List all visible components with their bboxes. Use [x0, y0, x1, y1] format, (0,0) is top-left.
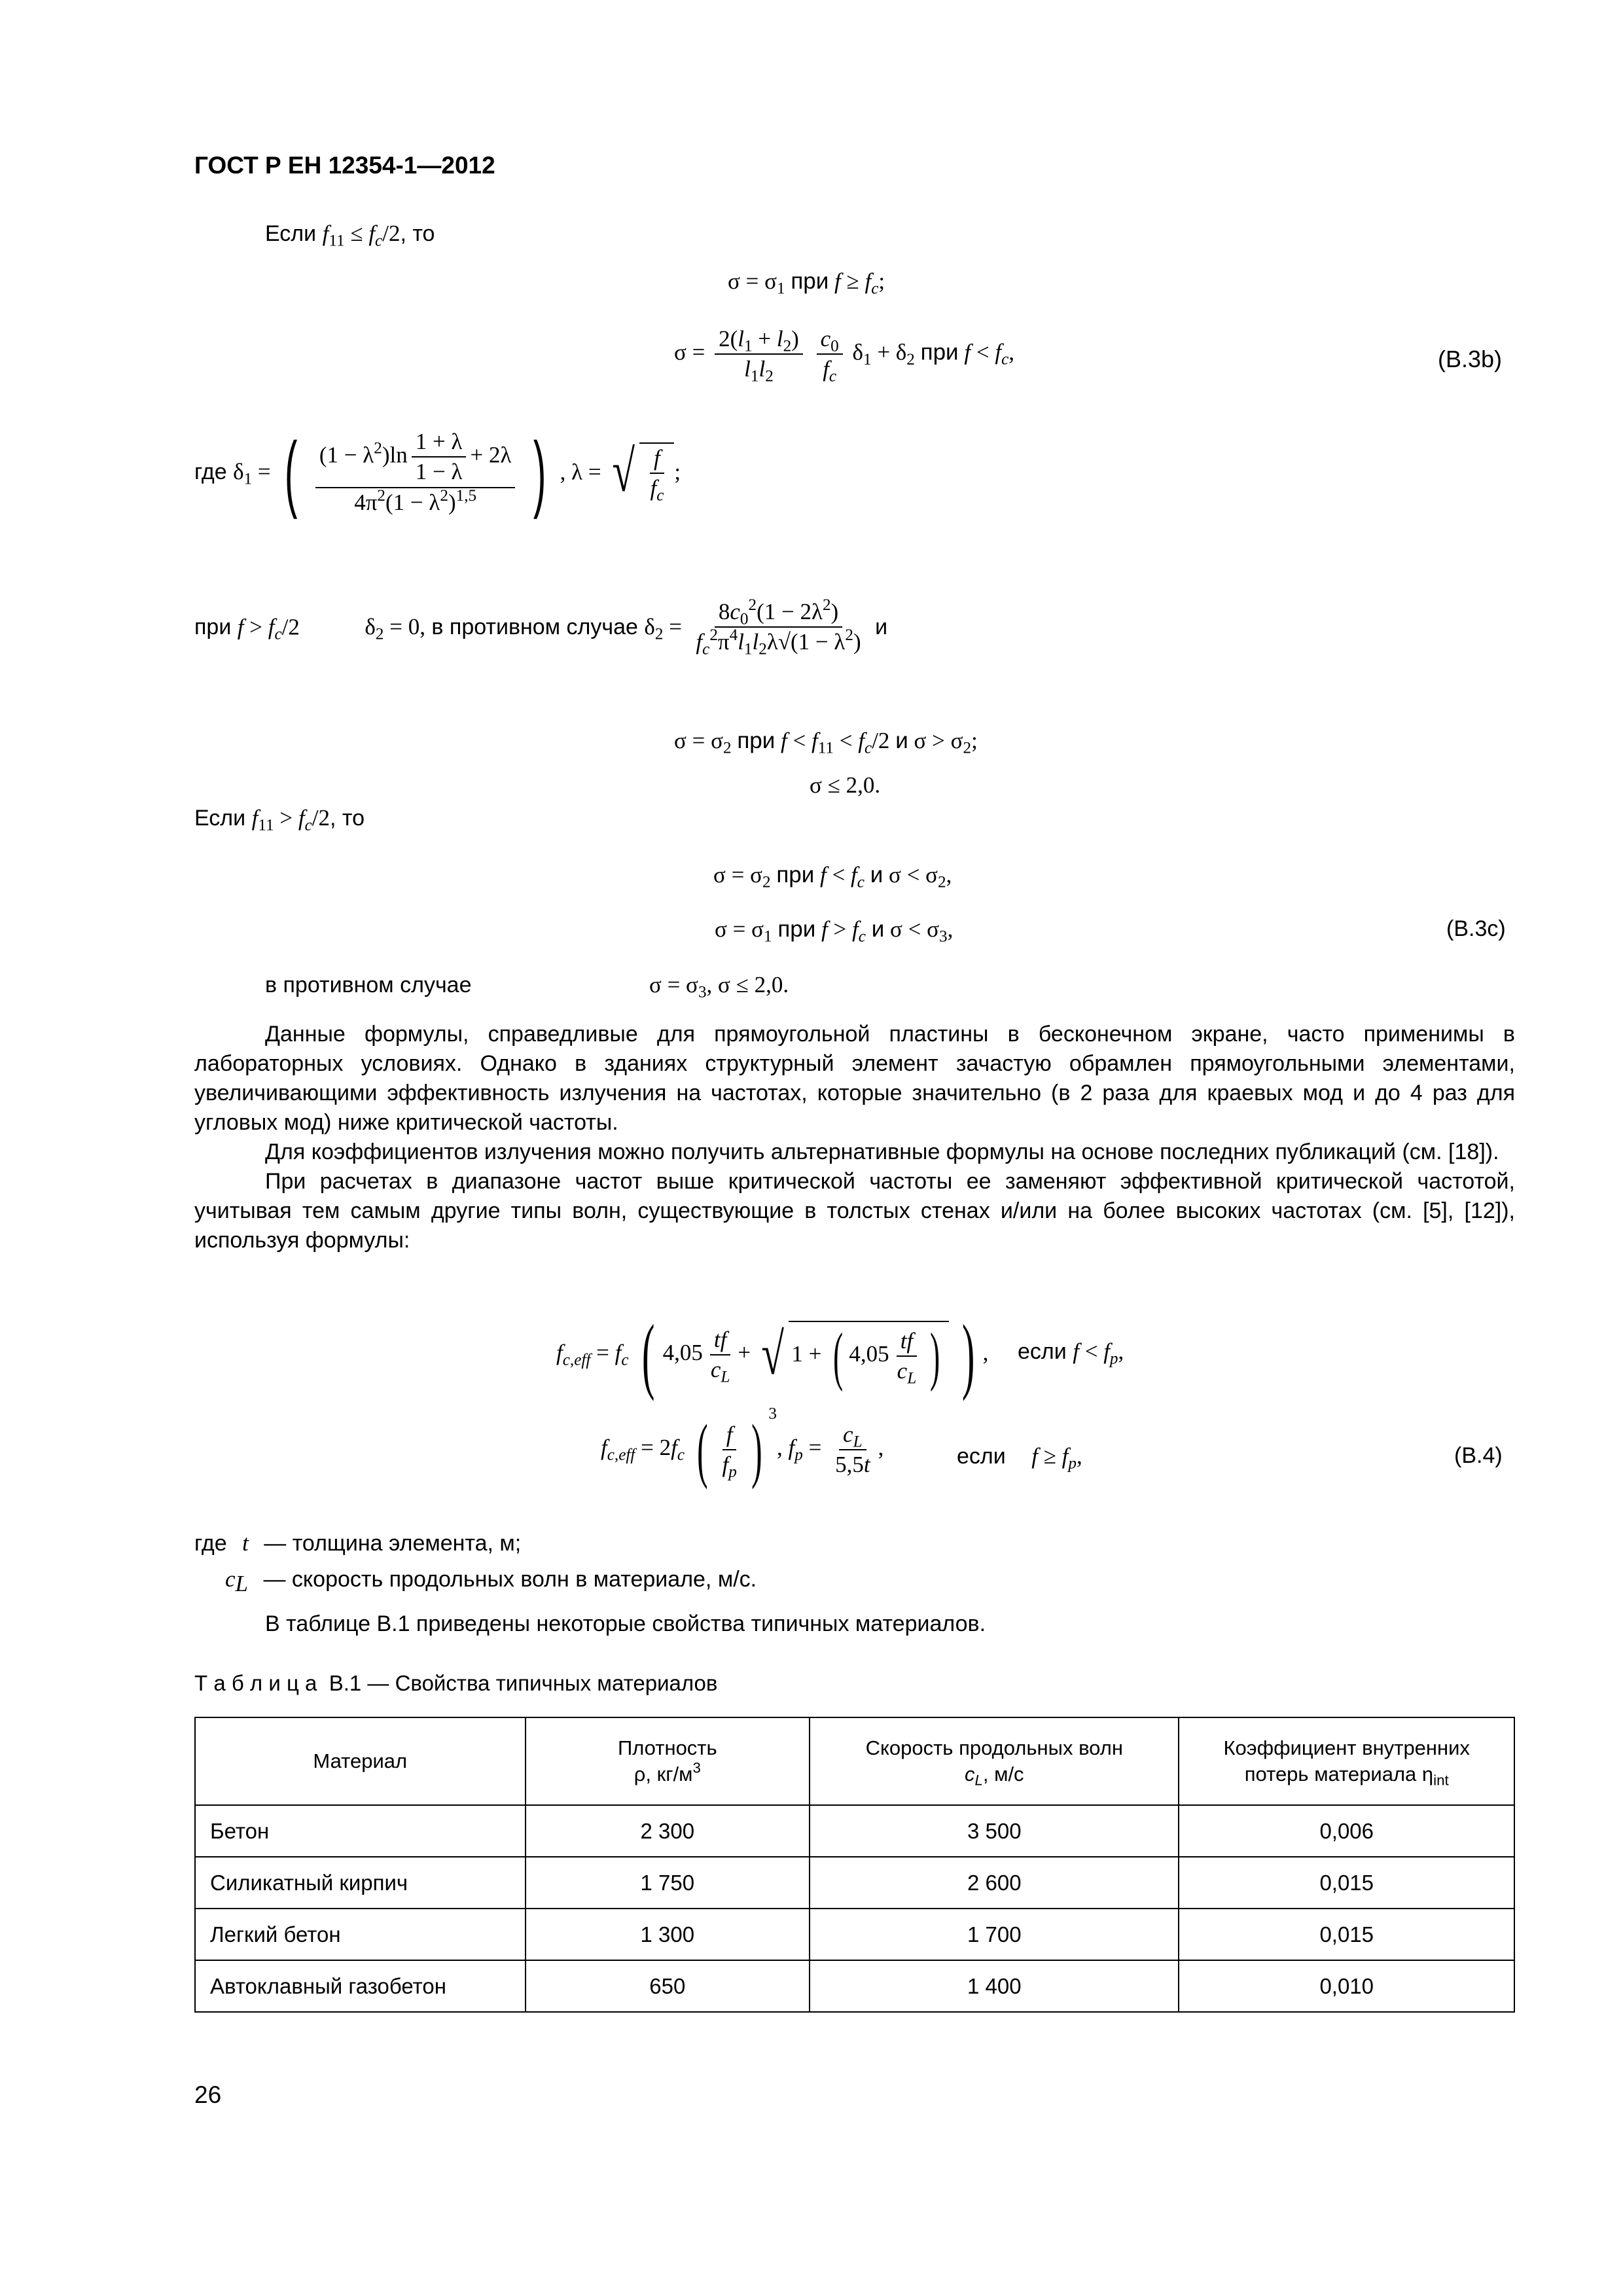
cell-loss: 0,015: [1179, 1857, 1514, 1909]
symbol-cl: c: [225, 1566, 236, 1592]
formula-sigma-limit: σ ≤ 2,0.: [810, 772, 881, 798]
definition-t-text: — толщина элемента, м;: [264, 1531, 522, 1556]
formula-sigma2-condition: $\sigma = \sigma_2$ при $f < f_{11} < f_c/2$ и $\sigma > \sigma_2$;: [674, 728, 978, 757]
cell-material: Бетон: [195, 1805, 526, 1857]
condition-line-2: Если $f_{11} > f_c/2$, то: [194, 805, 365, 834]
cell-density: 2 300: [526, 1805, 810, 1857]
cell-material: Автоклавный газобетон: [195, 1960, 526, 2012]
condition-fp-lt: если $f < f_p$,: [1018, 1338, 1124, 1368]
table-header-row: [195, 1717, 1514, 1805]
cell-loss: 0,015: [1179, 1909, 1514, 1960]
document-header: ГОСТ Р ЕН 12354-1—2012: [194, 152, 495, 179]
condition-line-1: Если $f_{11} \le f_c/2$, то: [265, 221, 435, 250]
paragraph: Данные формулы, справедливые для прямоугольной пластины в бесконечном экране, часто применимы в лабораторных условиях. Однако в зданиях структурный элемент зачастую обрамлен прямоугольными элементами, увеличивающими эффективность излучения на частотах, которые значительно (в 2 раза для краевых мод и до 4 раз для угловых мод) ниже критической частоты.: [194, 1022, 1515, 1135]
otherwise-inline-label: в противном случае: [431, 614, 638, 639]
symbol-cl-sub: L: [235, 1571, 249, 1597]
table-row: [195, 1805, 1514, 1857]
cell-loss: 0,006: [1179, 1805, 1514, 1857]
cell-speed: 1 700: [810, 1909, 1179, 1960]
formula-b3b: σ = $\frac{2(l_1 + l_2)}{l_1l_2}$ $\frac{c_0}{f_c}$ $\delta_1 + \delta_2$ при $f < f_c$,: [674, 326, 1015, 386]
where-label: где: [194, 459, 227, 484]
cell-material: Легкий бетон: [195, 1909, 526, 1960]
paragraph: При расчетах в диапазоне частот выше критической частоты ее заменяют эффективной критической частотой, учитывая тем самым другие типы волн, существующие в толстых стенах и/или на более высоких частотах (см. [5], [12]), используя формулы:: [194, 1169, 1515, 1253]
delta1-definition: где $\delta_1$ = ( $(1 - \lambda^2)\ln$ $\frac{1 + \lambda}{1 - \lambda}$ + 2λ $4\pi^2(1 - \lambda^2)^{1,5}$ ) , λ = √ $\frac{f}{f_c}$ ;: [194, 424, 681, 520]
cell-speed: 2 600: [810, 1857, 1179, 1909]
otherwise-line: в противном случае $\sigma = \sigma_3$, σ ≤ 2,0.: [265, 972, 789, 1001]
header-loss: Коэффициент внутренних потерь материала $\eta_{int}$: [1179, 1717, 1514, 1805]
table-row: [195, 1960, 1514, 2012]
cell-material: Силикатный кирпич: [195, 1857, 526, 1909]
equation-number-b4: (B.4): [1454, 1443, 1503, 1468]
formula-fceff-1: $f_{c,eff} = f_c$ ( 4,05 $\frac{tf}{c_L}$ + √ 1 + ( 4,05 $\frac{tf}{c_L}$ ) ) ,: [556, 1308, 989, 1402]
condition-fp-geq: если $f \ge f_p$,: [957, 1443, 1082, 1473]
equation-number-b3b: (B.3b): [1438, 346, 1503, 372]
formula-b3c-2: $\sigma = \sigma_1$ при $f > f_c$ и $\sigma < \sigma_3$,: [715, 916, 954, 946]
definition-cl-text: — скорость продольных волн в материале, м/с.: [263, 1567, 757, 1592]
and-label: и: [875, 614, 888, 639]
if-label: если: [1018, 1339, 1067, 1364]
then-label: , то: [400, 221, 435, 246]
delta2-definition: при $f > f_c/2$ $\delta_2 = 0$, в противном случае $\delta_2$ = $\frac{8c_0^2(1 - 2\lambda^2)}{f_c^2\pi^4l_1l_2\lambda√(1 - \lambda^2)}$ и: [194, 596, 888, 658]
cell-density: 650: [526, 1960, 810, 2012]
definition-cl: [225, 1566, 757, 1597]
paragraph: Для коэффициентов излучения можно получить альтернативные формулы на основе последних публикаций (см. [18]).: [265, 1139, 1499, 1164]
table-row: [195, 1857, 1514, 1909]
header-material: Материал: [195, 1717, 526, 1805]
definition-t: [194, 1530, 521, 1556]
page-number: 26: [194, 2081, 222, 2108]
table-intro: В таблице В.1 приведены некоторые свойства типичных материалов.: [265, 1611, 986, 1636]
cell-speed: 1 400: [810, 1960, 1179, 2012]
symbol-t: t: [242, 1530, 249, 1556]
then-label-2: , то: [330, 806, 365, 831]
where-label-2: где: [194, 1531, 227, 1556]
at-label: при: [194, 614, 232, 639]
formula-fceff-2: $f_{c,eff} = 2f_c$ ( $\frac{f}{f_p}$ ) $^3$, $f_p$ = $\frac{c_L}{5,5t}$ ,: [601, 1405, 884, 1490]
materials-table: [194, 1717, 1515, 2013]
header-density: Плотность ρ, $кг/м^3$: [526, 1717, 810, 1805]
cell-speed: 3 500: [810, 1805, 1179, 1857]
header-speed: Скорость продольных волн $c_L$, м/с: [810, 1717, 1179, 1805]
table-row: [195, 1909, 1514, 1960]
condition-label-2: Если: [194, 806, 246, 831]
condition-label: Если: [265, 221, 317, 246]
cell-density: 1 300: [526, 1909, 810, 1960]
equation-number-b3c: (B.3c): [1446, 916, 1506, 941]
if-label-2: если: [957, 1444, 1006, 1469]
cell-loss: 0,010: [1179, 1960, 1514, 2012]
cell-density: 1 750: [526, 1857, 810, 1909]
body-text: [194, 1020, 1515, 1255]
table-caption: Т а б л и ц а В.1 — Свойства типичных материалов: [194, 1671, 718, 1695]
formula-b3c-1: $\sigma = \sigma_2$ при $f < f_c$ и $\sigma < \sigma_2$,: [713, 862, 952, 891]
otherwise-label: в противном случае: [265, 973, 472, 997]
formula-sigma1: $\sigma = \sigma_1$ при $f \ge f_c$;: [728, 268, 885, 298]
